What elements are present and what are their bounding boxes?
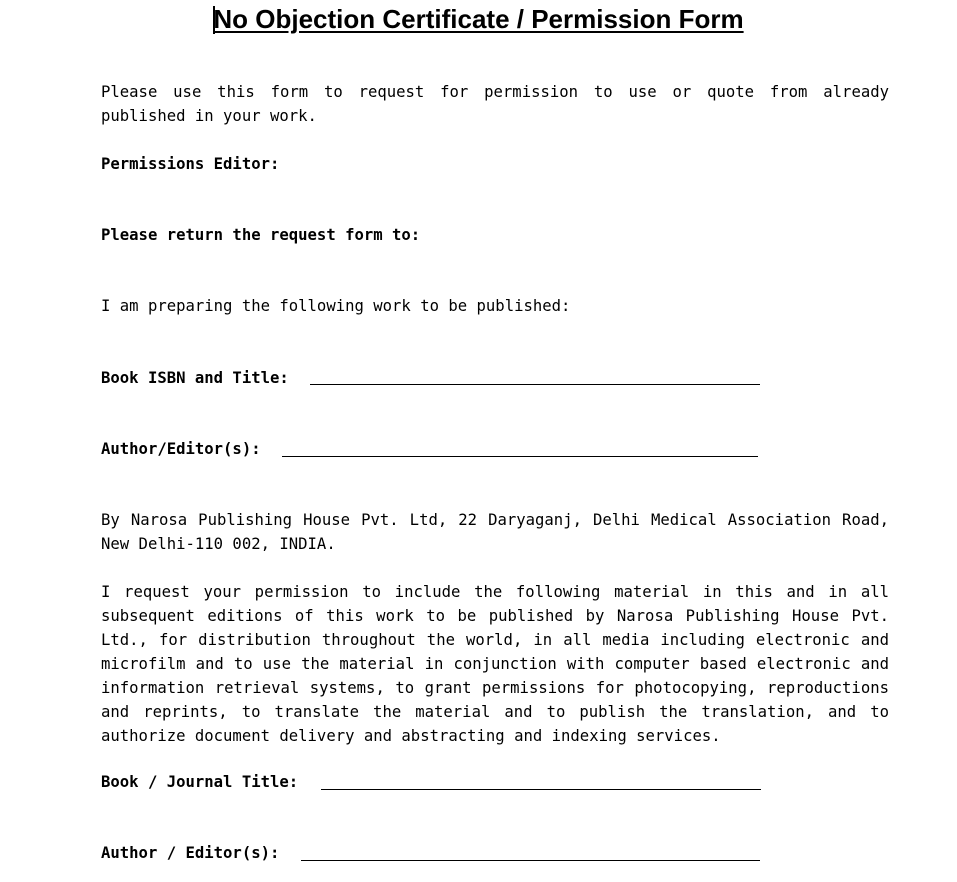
return-address-label: Please return the request form to: xyxy=(101,226,421,244)
author-editor-2-field[interactable] xyxy=(301,860,760,861)
title-text: No Objection Certificate / Permission Form xyxy=(213,4,744,34)
permissions-editor-label: Permissions Editor: xyxy=(101,155,280,173)
book-isbn-title-field[interactable] xyxy=(310,384,760,385)
publisher-paragraph: By Narosa Publishing House Pvt. Ltd, 22 Daryaganj, Delhi Medical Association Road, New Delhi-110 002, INDIA. xyxy=(101,511,889,553)
preparing-work-text: I am preparing the following work to be published: xyxy=(101,297,571,315)
permission-request-paragraph: I request your permission to include the following material in this and in all subsequent editions of this work to be published by Narosa Publishing House Pvt. Ltd., for distribution throughout the world, in all media including electronic and microfilm and to use the material in conjunction with computer based electronic and information retrieval systems, to grant permissions for photocopying, reproductions and reprints, to translate the material and to publish the translation, and to authorize document delivery and abstracting and indexing services. xyxy=(101,583,889,745)
page-title xyxy=(0,4,957,35)
author-editor-field[interactable] xyxy=(282,456,758,457)
intro-paragraph: Please use this form to request for permission to use or quote from already published in your work. xyxy=(101,83,889,125)
author-editor-label: Author/Editor(s): xyxy=(101,440,261,458)
book-journal-title-label: Book / Journal Title: xyxy=(101,773,299,791)
book-journal-title-field[interactable] xyxy=(321,789,761,790)
author-editor-2-label: Author / Editor(s): xyxy=(101,844,280,862)
book-isbn-title-label: Book ISBN and Title: xyxy=(101,369,289,387)
